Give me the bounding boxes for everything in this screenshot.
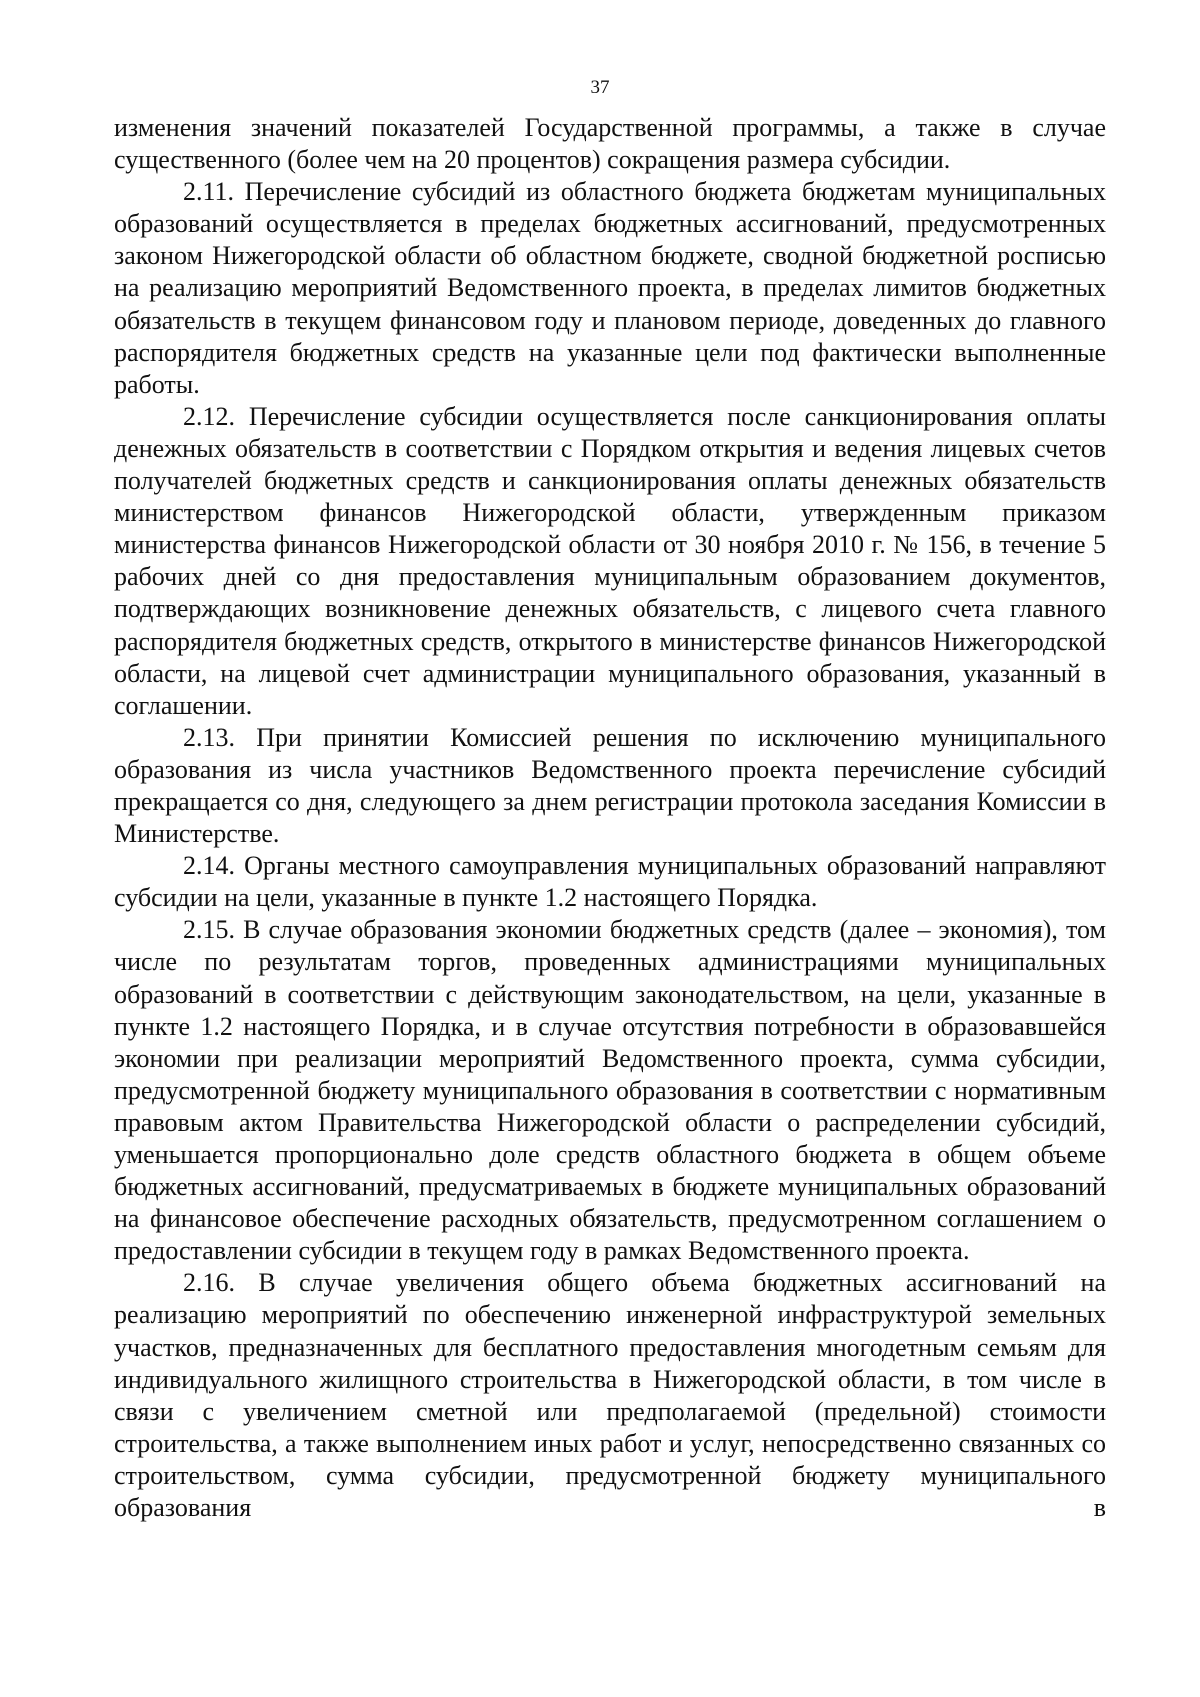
- paragraph-2-13: 2.13. При принятии Комиссией решения по исключению муниципального образования из числа участников Ведомственного проекта перечисление субсидий прекращается со дня, следующего за днем регистрации протокола заседания Комиссии в Министерстве.: [114, 722, 1106, 849]
- paragraph-2-16: 2.16. В случае увеличения общего объема бюджетных ассигнований на реализацию мероприятий по обеспечению инженерной инфраструктурой земельных участков, предназначенных для бесплатного предоставления многодетным семьям для индивидуального жилищного строительства в Нижегородской области, в том числе в связи с увеличением сметной или предполагаемой (предельной) стоимости строительства, а также выполнением иных работ и услуг, непосредственно связанных со строительством, сумма субсидии, предусмотренной бюджету муниципального образования в: [114, 1268, 1106, 1523]
- paragraph-2-12: 2.12. Перечисление субсидии осуществляется после санкционирования оплаты денежных обязательств в соответствии с Порядком открытия и ведения лицевых счетов получателей бюджетных средств и санкционирования оплаты денежных обязательств министерством финансов Нижегородской области, утвержденным приказом министерства финансов Нижегородской области от 30 ноября 2010 г. № 156, в течение 5 рабочих дней со дня предоставления муниципальным образованием документов, подтверждающих возникновение денежных обязательств, с лицевого счета главного распорядителя бюджетных средств, открытого в министерстве финансов Нижегородской области, на лицевой счет администрации муниципального образования, указанный в соглашении.: [114, 401, 1106, 720]
- document-body: [114, 112, 1106, 1524]
- paragraph-2-14: 2.14. Органы местного самоуправления муниципальных образований направляют субсидии на цели, указанные в пункте 1.2 настоящего Порядка.: [114, 851, 1106, 913]
- page-number: 37: [590, 77, 610, 98]
- paragraph-continuation: изменения значений показателей Государственной программы, а также в случае существенного (более чем на 20 процентов) сокращения размера субсидии.: [114, 113, 1106, 175]
- paragraph-2-15: 2.15. В случае образования экономии бюджетных средств (далее – экономия), том числе по результатам торгов, проведенных администрациями муниципальных образований в соответствии с действующим законодательством, на цели, указанные в пункте 1.2 настоящего Порядка, и в случае отсутствия потребности в образовавшейся экономии при реализации мероприятий Ведомственного проекта, сумма субсидии, предусмотренной бюджету муниципального образования в соответствии с нормативным правовым актом Правительства Нижегородской области о распределении субсидий, уменьшается пропорционально доле средств областного бюджета в общем объеме бюджетных ассигнований, предусматриваемых в бюджете муниципальных образований на финансовое обеспечение расходных обязательств, предусмотренном соглашением о предоставлении субсидии в текущем году в рамках Ведомственного проекта.: [114, 915, 1106, 1266]
- paragraph-2-11: 2.11. Перечисление субсидий из областного бюджета бюджетам муниципальных образований осуществляется в пределах бюджетных ассигнований, предусмотренных законом Нижегородской области об областном бюджете, сводной бюджетной росписью на реализацию мероприятий Ведомственного проекта, в пределах лимитов бюджетных обязательств в текущем финансовом году и плановом периоде, доведенных до главного распорядителя бюджетных средств на указанные цели под фактически выполненные работы.: [114, 177, 1106, 399]
